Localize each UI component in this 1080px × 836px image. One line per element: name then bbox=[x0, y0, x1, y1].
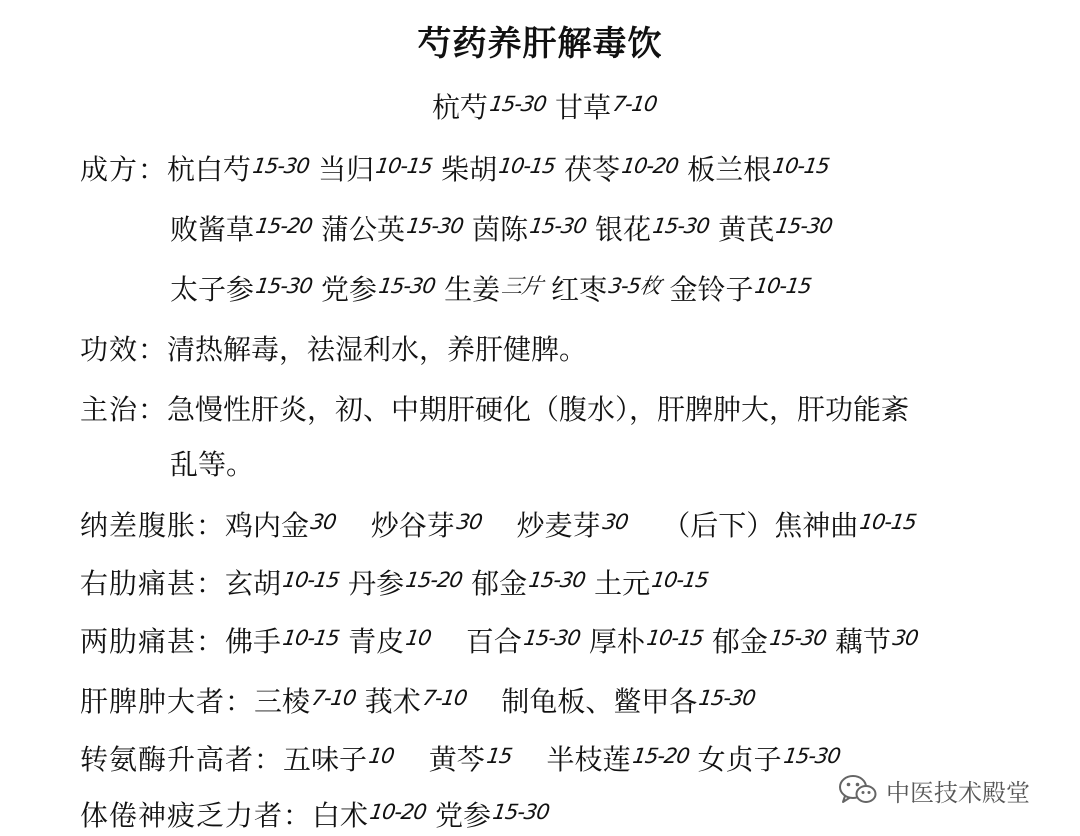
indication-line-1 bbox=[80, 392, 909, 428]
herb-name: 黄芩 bbox=[428, 743, 485, 776]
herb-name: 厚朴 bbox=[588, 625, 645, 658]
herb-name: 莪术 bbox=[364, 685, 421, 718]
dosage-handwritten: 10-15 bbox=[858, 510, 918, 534]
herb-name: 柴胡 bbox=[441, 153, 498, 186]
herb-name: 白术 bbox=[312, 799, 369, 832]
dosage-handwritten: 10-15 bbox=[771, 154, 831, 178]
dosage-handwritten: 10 bbox=[367, 744, 396, 768]
herb-name: 郁金 bbox=[711, 625, 768, 658]
core-herbs-line bbox=[432, 90, 666, 128]
herb-name: 当归 bbox=[318, 153, 375, 186]
herb-name: 黄芪 bbox=[718, 213, 775, 246]
herb-name: 五味子 bbox=[283, 743, 368, 776]
herb-name: 杭芍 bbox=[432, 91, 489, 124]
herb-name: 杭白芍 bbox=[167, 153, 252, 186]
dosage-handwritten: 30 bbox=[309, 510, 338, 534]
dosage-handwritten: 10-15 bbox=[281, 626, 341, 650]
herb-name: 炒谷芽 bbox=[370, 509, 455, 542]
herb-name: 板兰根 bbox=[687, 153, 772, 186]
dosage-handwritten: 10-15 bbox=[281, 568, 341, 592]
herb-name: 甘草 bbox=[555, 91, 612, 124]
dosage-handwritten: 15-30 bbox=[768, 626, 828, 650]
herb-name: 炒麦芽 bbox=[516, 509, 601, 542]
dosage-handwritten: 15-30 bbox=[405, 214, 465, 238]
modification-label: 两肋痛甚： bbox=[80, 625, 226, 658]
dosage-handwritten: 7-10 bbox=[310, 686, 358, 710]
herb-name: 败酱草 bbox=[170, 213, 255, 246]
formula-row-3 bbox=[170, 272, 820, 310]
indication-label: 主治： bbox=[80, 393, 168, 426]
modification-line bbox=[80, 566, 717, 604]
modification-label: 转氨酶升高者： bbox=[80, 743, 284, 776]
formula-row-2 bbox=[170, 212, 841, 250]
dosage-handwritten: 7-10 bbox=[420, 686, 468, 710]
efficacy-text: 清热解毒，祛湿利水，养肝健脾。 bbox=[167, 333, 588, 366]
herb-name: 红枣 bbox=[551, 273, 608, 306]
herb-name: 制龟板、鳖甲各 bbox=[501, 685, 698, 718]
watermark bbox=[838, 767, 1030, 813]
dosage-handwritten: 15 bbox=[484, 744, 514, 768]
herb-name: 党参 bbox=[435, 799, 492, 832]
dosage-handwritten: 15-30 bbox=[528, 214, 588, 238]
herb-name: 生姜 bbox=[444, 273, 501, 306]
herb-name: 金铃子 bbox=[669, 273, 754, 306]
dosage-handwritten: 30 bbox=[891, 626, 920, 650]
herb-name: 茯苓 bbox=[564, 153, 621, 186]
efficacy-line bbox=[80, 332, 587, 368]
modification-line bbox=[80, 742, 849, 780]
modification-label: 肝脾肿大者： bbox=[80, 685, 255, 718]
herb-name: 半枝莲 bbox=[546, 743, 631, 776]
dosage-handwritten: 10-15 bbox=[645, 626, 705, 650]
dosage-handwritten: 30 bbox=[454, 510, 484, 534]
dosage-handwritten: 30 bbox=[600, 510, 629, 534]
dosage-handwritten: 10 bbox=[404, 626, 433, 650]
modification-line bbox=[80, 508, 925, 546]
indication-text-continued: 乱等。 bbox=[170, 448, 255, 481]
herb-name: 青皮 bbox=[348, 625, 405, 658]
modification-label: 体倦神疲乏力者： bbox=[80, 799, 313, 832]
document-title: 芍药养肝解毒饮 bbox=[417, 24, 663, 64]
efficacy-label: 功效： bbox=[80, 333, 168, 366]
dosage-handwritten: 15-30 bbox=[527, 568, 587, 592]
dosage-handwritten: 10-15 bbox=[753, 274, 814, 298]
herb-name: 藕节 bbox=[834, 625, 891, 658]
dosage-handwritten: 15-30 bbox=[254, 274, 314, 298]
herb-name: 佛手 bbox=[225, 625, 282, 658]
dosage-handwritten: 15-30 bbox=[781, 744, 842, 768]
herb-name: 党参 bbox=[321, 273, 378, 306]
formula-label: 成方： bbox=[80, 153, 168, 186]
herb-name: 太子参 bbox=[170, 273, 255, 306]
dosage-handwritten: 10-20 bbox=[368, 800, 428, 824]
dosage-handwritten: 15-30 bbox=[377, 274, 437, 298]
herb-name: 土元 bbox=[594, 567, 651, 600]
dosage-handwritten: 3-5枚 bbox=[607, 274, 662, 298]
dosage-handwritten: 15-30 bbox=[251, 154, 311, 178]
watermark-text: 中医技术殿堂 bbox=[886, 778, 1030, 807]
herb-name: 百合 bbox=[465, 625, 522, 658]
dosage-handwritten: 15-20 bbox=[254, 214, 314, 238]
herb-name: 银花 bbox=[595, 213, 652, 246]
modification-label: 纳差腹胀： bbox=[80, 509, 226, 542]
herb-name: 女贞子 bbox=[697, 743, 782, 776]
dosage-handwritten: 15-20 bbox=[404, 568, 464, 592]
dosage-handwritten: 15-20 bbox=[630, 744, 691, 768]
dosage-handwritten: 10-15 bbox=[497, 154, 557, 178]
formula-row-1 bbox=[80, 152, 838, 190]
wechat-icon bbox=[838, 773, 878, 807]
herb-name: 茵陈 bbox=[472, 213, 529, 246]
modification-label: 右肋痛甚： bbox=[80, 567, 226, 600]
modification-line bbox=[80, 684, 764, 722]
dosage-handwritten: 7-10 bbox=[611, 92, 659, 116]
modification-line bbox=[80, 624, 927, 662]
herb-name: 蒲公英 bbox=[321, 213, 406, 246]
herb-name: 鸡内金 bbox=[225, 509, 310, 542]
dosage-handwritten: 10-15 bbox=[374, 154, 434, 178]
indication-text: 急慢性肝炎，初、中期肝硬化（腹水），肝脾肿大，肝功能紊 bbox=[167, 393, 910, 426]
dosage-handwritten: 10-20 bbox=[620, 154, 680, 178]
dosage-handwritten: 10-15 bbox=[650, 568, 710, 592]
dosage-handwritten: 15-30 bbox=[651, 214, 711, 238]
dosage-handwritten: 15-30 bbox=[774, 214, 834, 238]
herb-name: 三棱 bbox=[254, 685, 311, 718]
herb-name: 丹参 bbox=[348, 567, 405, 600]
modification-line bbox=[80, 798, 558, 836]
dosage-handwritten: 15-30 bbox=[697, 686, 757, 710]
dosage-handwritten: 三片 bbox=[500, 274, 544, 298]
herb-name: （后下）焦神曲 bbox=[662, 509, 859, 542]
herb-name: 玄胡 bbox=[225, 567, 282, 600]
dosage-handwritten: 15-30 bbox=[521, 626, 582, 650]
herb-name: 郁金 bbox=[471, 567, 528, 600]
dosage-handwritten: 15-30 bbox=[488, 92, 548, 116]
dosage-handwritten: 15-30 bbox=[491, 800, 551, 824]
indication-line-2 bbox=[170, 447, 254, 483]
